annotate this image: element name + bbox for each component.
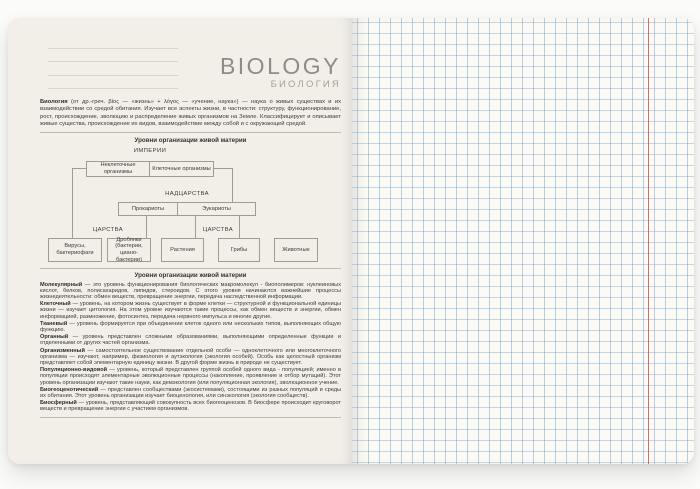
kingdoms-label-left: ЦАРСТВА xyxy=(92,227,124,233)
box-prokaryotes: Прокариоты xyxy=(118,202,178,216)
box-noncellular-organisms: Неклеточные организмы xyxy=(86,161,150,177)
left-page xyxy=(8,18,352,464)
red-margin-line xyxy=(648,18,649,464)
grid-squares xyxy=(352,18,694,464)
kingdoms-label-right: ЦАРСТВА xyxy=(202,227,234,233)
subject-title: BIOLOGY xyxy=(219,53,341,79)
intro-text: (от др.-греч. βίος — «жизнь» + λόγος — «учение, наука») — наука о живых существах и их взаимодействии со средой обитания. Изучает все аспекты жизни, в частности: структуру, функционирование, рост, происхождение, эволюцию и распределение живых организмов на Земле. Классифицирует и описывает живые существа, происхождение их видов, взаимодействие между собой и с окружающей средой. xyxy=(40,99,341,127)
connector-line xyxy=(72,168,73,238)
definitions-title: Уровни организации живой материи xyxy=(134,272,247,279)
writing-line xyxy=(48,75,178,76)
definition-item: Органный — уровень представлен сложными образованиями, выполняющими определенные функции и отделенными от других частей организма. xyxy=(40,334,341,347)
definition-item: Клеточный — уровень, на котором жизнь существует в форме клетки — структурной и функциональной единицы жизни — изучает цитология. На этом уровне изучаются такие процессы, как обмен веществ и энергии, обмен информацией, размножение, фотосинтез, передача нервного импульса и многие другие. xyxy=(40,301,341,320)
connector-line xyxy=(72,168,86,169)
box-viruses-bacteriophages: Вирусы, бактериофаги xyxy=(48,238,102,262)
writing-line xyxy=(48,61,178,62)
superkingdoms-label: НАДЦАРСТВА xyxy=(165,191,209,197)
writing-line xyxy=(48,48,178,49)
box-eukaryotes: Эукариоты xyxy=(177,202,256,216)
box-drobyanki: Дробянки (бактерии, циано-бактерии) xyxy=(107,238,151,262)
right-page-grid-paper xyxy=(352,18,694,464)
section-divider xyxy=(40,132,341,133)
definition-item: Тканевый — уровень формируется при объединении клеток одного или нескольких типов, выполняющих общую функцию. xyxy=(40,320,341,333)
box-plants: Растения xyxy=(161,238,204,262)
section-divider xyxy=(40,417,341,418)
box-animals: Животные xyxy=(274,238,318,262)
subject-subtitle: БИОЛОГИЯ xyxy=(270,79,341,90)
section-divider xyxy=(40,268,341,269)
connector-line xyxy=(146,215,147,238)
definition-item: Молекулярный — это уровень функционирования биологических макромолекул - биополимеров: нуклеиновых кислот, белков, полисахаридов, липидов, стероидов. С этого уровня начинаются важнейшие процессы жизнедеятельности: обмен веществ, превращение энергии, передача наследственной информации. xyxy=(40,281,341,300)
box-cellular-organisms: Клеточные организмы xyxy=(149,161,214,177)
definition-item: Биогеоценотический — представлен сообществами (экосистемами), состоящими из разных популяций и среды их обитания. Этот уровень организации изучает биоценология, или синэкология (экология сообществ). xyxy=(40,386,341,399)
writing-line xyxy=(48,88,178,89)
definitions-section xyxy=(40,272,341,414)
intro-paragraph xyxy=(40,99,341,128)
connector-line xyxy=(239,215,240,238)
box-fungi: Грибы xyxy=(218,238,260,262)
connector-line xyxy=(232,168,233,202)
connector-line xyxy=(213,168,232,169)
empires-label: ИМПЕРИИ xyxy=(133,148,167,154)
intro-term: Биология xyxy=(40,99,68,105)
definition-item: Организменный — самостоятельное существование отдельной особи — одноклеточного или многоклеточного организма — изучают, например, физиология и аутэкология (экология особей). Особь как целостный организм представляет собой элементарную единицу жизни. В другой форме жизнь в природе не существует. xyxy=(40,347,341,366)
diagram-title: Уровни организации живой материи xyxy=(134,137,247,144)
subject-title-block xyxy=(220,54,341,90)
connector-line xyxy=(195,215,196,238)
definition-item: Биосферный — уровень, представляющий совокупность всех биогеоценозов. В биосфере происходит круговорот веществ и превращение энергии с участием организмов. xyxy=(40,400,341,413)
definition-item: Популяционно-видовой — уровень, который представлен группой особей одного вида - популяцией; именно в популяции происходят элементарные эволюционные процессы (накопление, проявление и отбор мутаций). Этот уровень организации изучают такие науки, как демэкология (или популяционная экология), эволюционное учение. xyxy=(40,367,341,386)
notebook-spread xyxy=(8,18,694,464)
